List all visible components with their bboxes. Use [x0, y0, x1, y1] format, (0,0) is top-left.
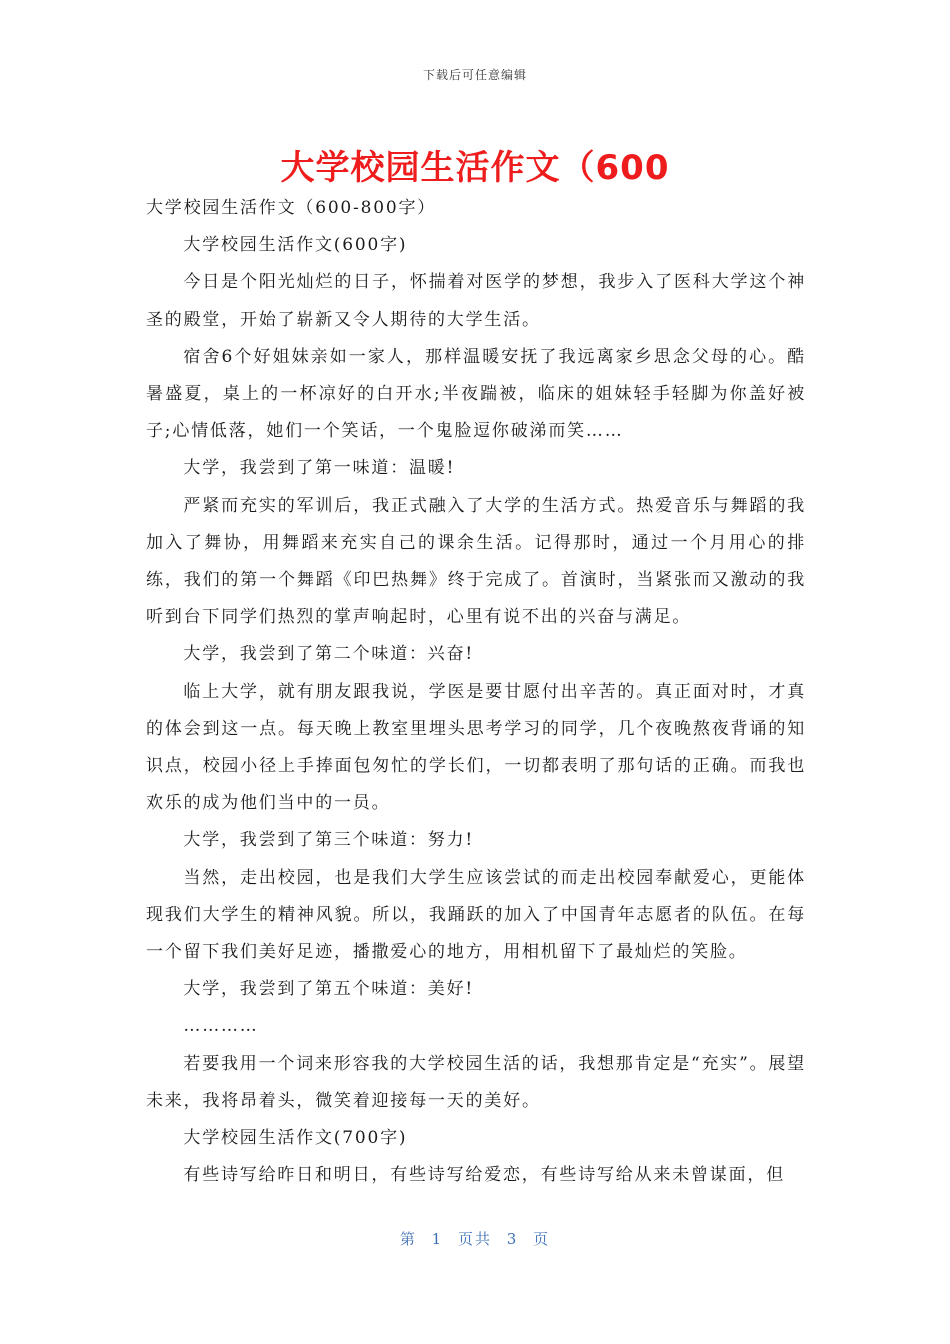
page-header-note: 下载后可任意编辑 [422, 68, 527, 82]
page-footer [0, 1228, 950, 1249]
body-paragraph: 宿舍6个好姐妹亲如一家人，那样温暖安抚了我远离家乡思念父母的心。酷暑盛夏，桌上的一杯凉好的白开水;半夜踹被，临床的姐妹轻手轻脚为你盖好被子;心情低落，她们一个笑话，一个鬼脸逗你破涕而笑…… [146, 346, 806, 442]
ellipsis-paragraph: ………… [183, 1016, 259, 1037]
section-heading: 大学校园生活作文(700字) [183, 1128, 408, 1149]
subtitle-paragraph: 大学校园生活作文（600-800字） [146, 198, 437, 218]
footer-total-word: 页共 [457, 1230, 492, 1248]
document-title: 大学校园生活作文（600 [280, 148, 670, 188]
body-paragraph: 今日是个阳光灿烂的日子，怀揣着对医学的梦想，我步入了医科大学这个神圣的殿堂，开始了崭新又令人期待的大学生活。 [146, 272, 806, 330]
body-paragraph: 大学，我尝到了第五个味道：美好! [183, 979, 475, 1000]
document-body [146, 190, 806, 1194]
footer-total-number: 3 [506, 1230, 519, 1248]
body-paragraph: 有些诗写给昨日和明日，有些诗写给爱恋，有些诗写给从来未曾谋面，但 [183, 1165, 785, 1186]
body-paragraph: 大学，我尝到了第二个味道：兴奋! [183, 644, 475, 665]
footer-page-end: 页 [533, 1230, 551, 1248]
body-paragraph: 临上大学，就有朋友跟我说，学医是要甘愿付出辛苦的。真正面对时，才真的体会到这一点。每天晚上教室里埋头思考学习的同学，几个夜晚熬夜背诵的知识点，校园小径上手捧面包匆忙的学长们，一切都表明了那句话的正确。而我也欢乐的成为他们当中的一员。 [146, 681, 806, 814]
body-paragraph: 大学，我尝到了第三个味道：努力! [183, 830, 475, 851]
body-paragraph: 若要我用一个词来形容我的大学校园生活的话，我想那肯定是“充实”。展望未来，我将昂着头，微笑着迎接每一天的美好。 [146, 1053, 806, 1111]
body-paragraph: 当然，走出校园，也是我们大学生应该尝试的而走出校园奉献爱心，更能体现我们大学生的精神风貌。所以，我踊跃的加入了中国青年志愿者的队伍。在每一个留下我们美好足迹，播撒爱心的地方，用相机留下了最灿烂的笑脸。 [146, 867, 806, 963]
footer-page-word: 第 [399, 1230, 417, 1248]
section-heading: 大学校园生活作文(600字) [183, 235, 408, 256]
body-paragraph: 大学，我尝到了第一味道：温暖! [183, 458, 456, 479]
body-paragraph: 严紧而充实的军训后，我正式融入了大学的生活方式。热爱音乐与舞蹈的我加入了舞协，用舞蹈来充实自己的课余生活。记得那时，通过一个月用心的排练，我们的第一个舞蹈《印巴热舞》终于完成了。首演时，当紧张而又激动的我听到台下同学们热烈的掌声响起时，心里有说不出的兴奋与满足。 [146, 495, 806, 628]
footer-page-number: 1 [431, 1230, 444, 1248]
